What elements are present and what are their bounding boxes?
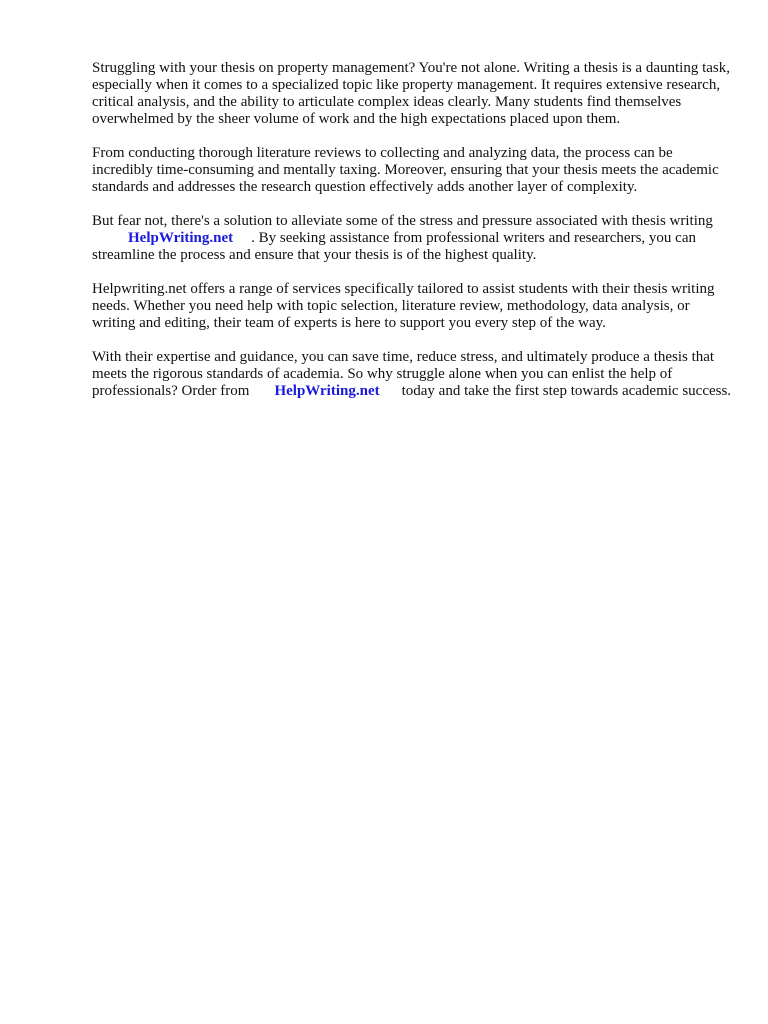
helpwriting-order-link[interactable]: HelpWriting.net: [274, 383, 380, 399]
paragraph-process: From conducting thorough literature reviews to collecting and analyzing data, the process can be incredibly time-consuming and mentally taxing. Moreover, ensuring that your thesis meets the academic standards and addresses the research question effectively adds another layer of complexity.: [92, 145, 719, 195]
paragraph-conclusion-text-after: today and take the first step towards academic success.: [401, 383, 732, 399]
paragraph-intro: Struggling with your thesis on property management? You're not alone. Writing a thesis is a daunting task, especially when it comes to a specialized topic like property management. It requires extensive research, critical analysis, and the ability to articulate complex ideas clearly. Many students find themselves overwhelmed by the sheer volume of work and the high expectations placed upon them.: [92, 60, 730, 127]
paragraph-solution: [92, 213, 732, 264]
helpwriting-link[interactable]: HelpWriting.net: [128, 230, 234, 246]
paragraph-solution-text-before: But fear not, there's a solution to alleviate some of the stress and pressure associated with thesis writing: [92, 213, 713, 229]
paragraph-conclusion-text-before: With their expertise and guidance, you can save time, reduce stress, and ultimately produce a thesis that meets the rigorous standards of academia. So why struggle alone when you can enlist the help of professionals? Order from: [92, 349, 715, 399]
paragraph-conclusion: [92, 349, 732, 400]
paragraph-solution-text-after: . By seeking assistance from professional writers and researchers, you can streamline the process and ensure that your thesis is of the highest quality.: [92, 230, 696, 263]
document-body: [92, 60, 732, 417]
paragraph-services: Helpwriting.net offers a range of services specifically tailored to assist students with their thesis writing needs. Whether you need help with topic selection, literature review, methodology, data analysis, or writing and editing, their team of experts is here to support you every step of the way.: [92, 281, 715, 331]
